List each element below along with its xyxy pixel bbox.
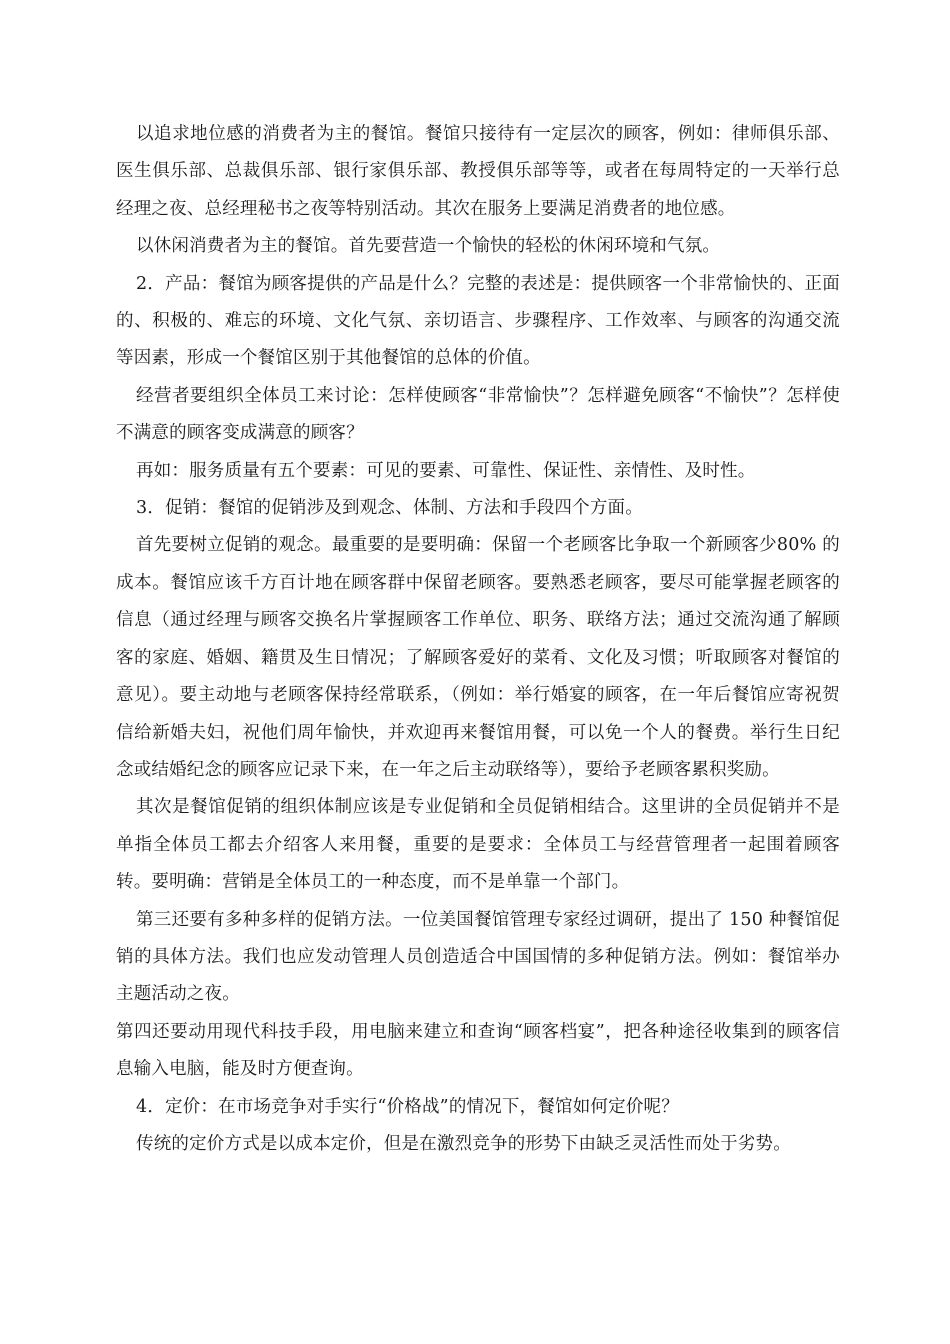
- paragraph-staff-discussion: 经营者要组织全体员工来讨论：怎样使顾客“非常愉快”？怎样避免顾客“不愉快”？怎样使不满意的顾客变成满意的顾客？: [116, 385, 840, 444]
- paragraph-leisure-restaurant: 以休闲消费者为主的餐馆。首先要营造一个愉快的轻松的休闲环境和气氛。: [136, 236, 721, 257]
- paragraph-product: 2．产品：餐馆为顾客提供的产品是什么？完整的表述是：提供顾客一个非常愉快的、正面的、积极的、难忘的环境、文化气氛、亲切语言、步骤程序、工作效率、与顾客的沟通交流等因素，形成一个餐馆区别于其他餐馆的总体的价值。: [116, 273, 840, 369]
- paragraph-traditional-pricing: 传统的定价方式是以成本定价，但是在激烈竞争的形势下由缺乏灵活性而处于劣势。: [136, 1133, 791, 1154]
- paragraph-service-quality: 再如：服务质量有五个要素：可见的要素、可靠性、保证性、亲情性、及时性。: [136, 460, 756, 481]
- paragraph-promotion: 3．促销：餐馆的促销涉及到观念、体制、方法和手段四个方面。: [136, 498, 643, 519]
- document-page: [116, 116, 840, 1163]
- paragraph-status-seeking-restaurant: 以追求地位感的消费者为主的餐馆。餐馆只接待有一定层次的顾客，例如：律师俱乐部、医生俱乐部、总裁俱乐部、银行家俱乐部、教授俱乐部等等，或者在每周特定的一天举行总经理之夜、总经理秘书之夜等特别活动。其次在服务上要满足消费者的地位感。: [116, 124, 840, 219]
- paragraph-promotion-concept: 首先要树立促销的观念。最重要的是要明确：保留一个老顾客比争取一个新顾客少80% 的成本。餐馆应该千方百计地在顾客群中保留老顾客。要熟悉老顾客，要尽可能掌握老顾客的信息（通过经理与顾客交换名片掌握顾客工作单位、职务、联络方法；通过交流沟通了解顾客的家庭、婚姻、籍贯及生日情况；了解顾客爱好的菜肴、文化及习惯；听取顾客对餐馆的意见）。要主动地与老顾客保持经常联系，（例如：举行婚宴的顾客，在一年后餐馆应寄祝贺信给新婚夫妇，祝他们周年愉快，并欢迎再来餐馆用餐，可以免一个人的餐费。举行生日纪念或结婚纪念的顾客应记录下来，在一年之后主动联络等），要给予老顾客累积奖励。: [116, 535, 840, 780]
- paragraph-technology: 第四还要动用现代科技手段，用电脑来建立和查询“顾客档宴”，把各种途径收集到的顾客信息输入电脑，能及时方便查询。: [116, 1021, 840, 1080]
- paragraph-promotion-organization: 其次是餐馆促销的组织体制应该是专业促销和全员促销相结合。这里讲的全员促销并不是单指全体员工都去介绍客人来用餐，重要的是要求：全体员工与经营管理者一起围着顾客转。要明确：营销是全体员工的一种态度，而不是单靠一个部门。: [116, 797, 840, 893]
- paragraph-pricing: 4．定价：在市场竞争对手实行“价格战”的情况下，餐馆如何定价呢？: [136, 1096, 679, 1117]
- paragraph-promotion-methods: 第三还要有多种多样的促销方法。一位美国餐馆管理专家经过调研，提出了 150 种餐馆促销的具体方法。我们也应发动管理人员创造适合中国国情的多种促销方法。例如：餐馆举办主题活动之夜。: [116, 909, 840, 1005]
